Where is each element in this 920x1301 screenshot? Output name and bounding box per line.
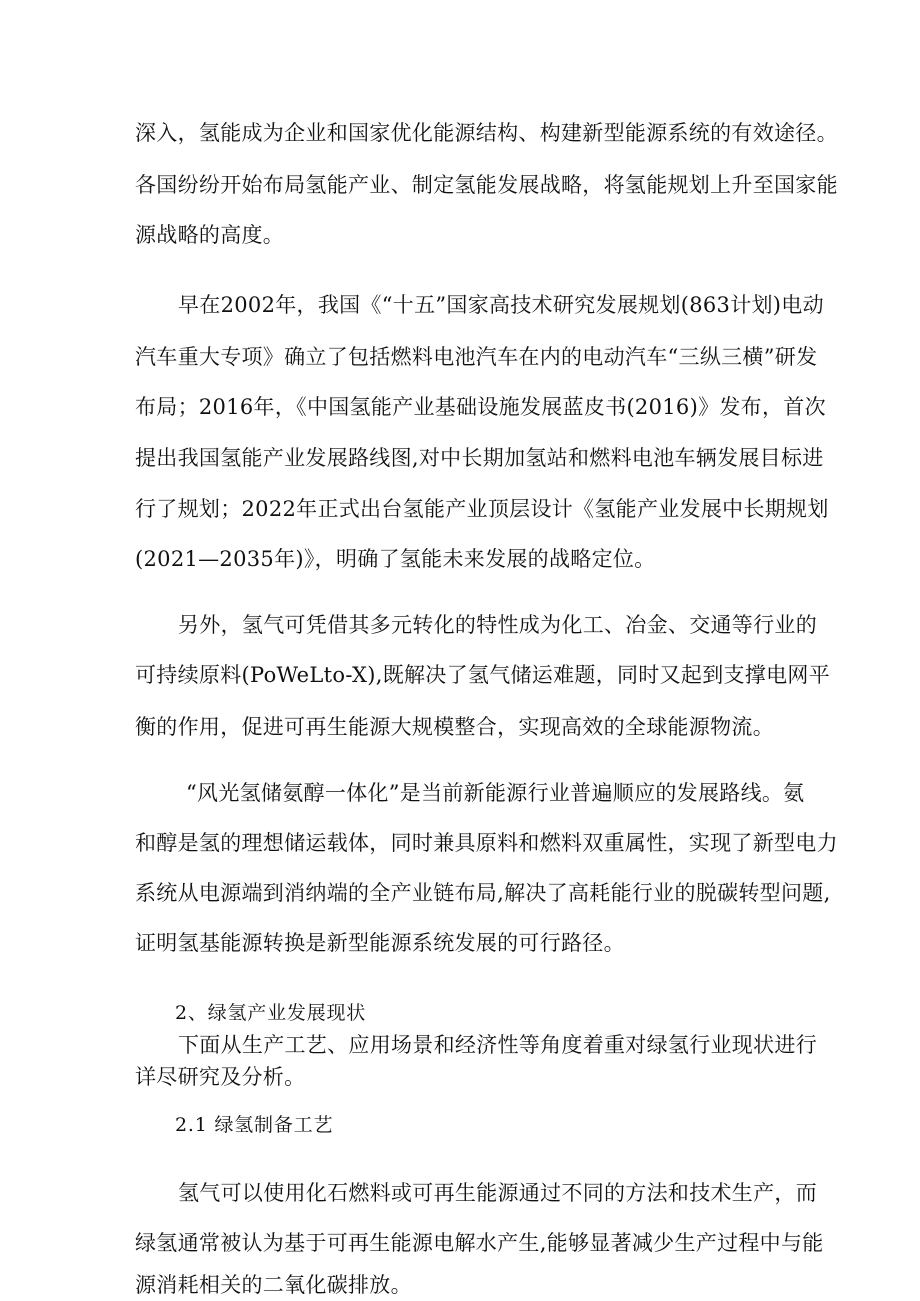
paragraph-1-line-3: 源战略的高度。 (135, 223, 285, 247)
section-intro-line-1: 下面从生产工艺、应用场景和经济性等角度着重对绿氢行业现状进行 (178, 1033, 817, 1057)
final-paragraph-line-1: 氢气可以使用化石燃料或可再生能源通过不同的方法和技术生产，而 (178, 1181, 817, 1205)
paragraph-1-line-1: 深入，氢能成为企业和国家优化能源结构、构建新型能源系统的有效途径。 (135, 121, 838, 145)
paragraph-2-line-4: 提出我国氢能产业发展路线图,对中长期加氢站和燃料电池车辆发展目标进 (135, 446, 824, 470)
paragraph-3-line-3: 衡的作用，促进可再生能源大规模整合，实现高效的全球能源物流。 (135, 715, 774, 739)
final-paragraph-line-2: 绿氢通常被认为基于可再生能源电解水产生,能够显著减少生产过程中与能 (135, 1231, 824, 1255)
paragraph-2-line-2: 汽车重大专项》确立了包括燃料电池汽车在内的电动汽车“三纵三横”研发 (135, 345, 818, 369)
section-heading: 2、绿氢产业发展现状 (175, 1002, 367, 1024)
paragraph-4-line-4: 证明氢基能源转换是新型能源系统发展的可行路径。 (135, 931, 625, 955)
paragraph-2-line-6: (2021—2035年)》，明确了氢能未来发展的战略定位。 (135, 547, 656, 571)
paragraph-1-line-2: 各国纷纷开始布局氢能产业、制定氢能发展战略，将氢能规划上升至国家能 (135, 173, 838, 197)
paragraph-4-line-3: 系统从电源端到消纳端的全产业链布局,解决了高耗能行业的脱碳转型问题, (135, 881, 831, 905)
paragraph-2-line-1: 早在2002年，我国《“十五”国家高技术研究发展规划(863计划)电动 (178, 293, 824, 317)
section-intro-line-2: 详尽研究及分析。 (135, 1065, 306, 1089)
paragraph-4-line-2: 和醇是氢的理想储运载体，同时兼具原料和燃料双重属性，实现了新型电力 (135, 831, 838, 855)
final-paragraph-line-3: 源消耗相关的二氧化碳排放。 (135, 1273, 412, 1297)
paragraph-3-line-2: 可持续原料(PoWeLto-X),既解决了氢气储运难题，同时又起到支撑电网平 (135, 663, 831, 687)
paragraph-2-line-5: 行了规划；2022年正式出台氢能产业顶层设计《氢能产业发展中长期规划 (135, 497, 829, 521)
paragraph-2-line-3: 布局；2016年，《中国氢能产业基础设施发展蓝皮书(2016)》发布，首次 (135, 395, 826, 419)
subsection-heading: 2.1 绿氢制备工艺 (175, 1114, 334, 1136)
paragraph-3-line-1: 另外，氢气可凭借其多元转化的特性成为化工、冶金、交通等行业的 (178, 613, 817, 637)
paragraph-4-line-1: “风光氢储氨醇一体化”是当前新能源行业普遍顺应的发展路线。氨 (186, 781, 805, 805)
